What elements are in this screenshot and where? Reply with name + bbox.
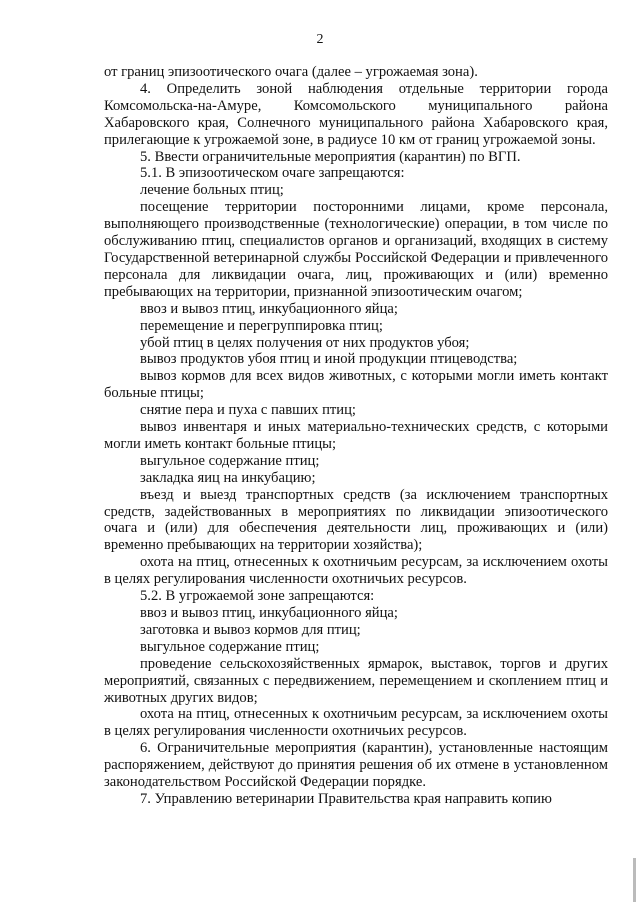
- document-body: [104, 64, 608, 808]
- paragraph: от границ эпизоотического очага (далее – угрожаемая зона).: [104, 64, 478, 80]
- paragraph: убой птиц в целях получения от них продуктов убоя;: [140, 334, 470, 351]
- paragraph: ввоз и вывоз птиц, инкубационного яйца;: [140, 605, 398, 621]
- paragraph: ввоз и вывоз птиц, инкубационного яйца;: [140, 300, 398, 317]
- paragraph: выгульное содержание птиц;: [140, 638, 320, 655]
- paragraph: посещение территории посторонними лицами, кроме персонала, выполняющего производственные (технологические) операции, в том числе по обслуживанию птиц, специалистов органов и организаций, входящих в систему Государственной ветеринарной службы Российской Федерации и привлеченного персонала для ликвидации очага, лиц, проживающих и (или) временно пребывающих на территории, признанной эпизоотическим очагом;: [104, 199, 608, 300]
- paragraph: вывоз продуктов убоя птиц и иной продукции птицеводства;: [140, 351, 518, 368]
- paragraph: въезд и выезд транспортных средств (за исключением транспортных средств, задействованных в мероприятиях по ликвидации эпизоотического очага и (или) для обеспечения деятельности лиц, проживающих и (или) временно пребывающих на территории хозяйства);: [104, 486, 608, 554]
- paragraph: заготовка и вывоз кормов для птиц;: [140, 621, 361, 638]
- scan-edge-mark: [633, 858, 636, 902]
- paragraph: снятие пера и пуха с павших птиц;: [140, 402, 356, 419]
- paragraph: 4. Определить зоной наблюдения отдельные территории города Комсомольска-на-Амуре, Комсомольского муниципального района Хабаровского края, Солнечного муниципального района Хабаровского края, прилегающие к угрожаемой зоне, в радиусе 10 км от границ угрожаемой зоны.: [104, 80, 608, 148]
- paragraph: выгульное содержание птиц;: [140, 452, 320, 469]
- paragraph: закладка яиц на инкубацию;: [140, 469, 316, 486]
- paragraph: лечение больных птиц;: [140, 182, 284, 199]
- paragraph: охота на птиц, отнесенных к охотничьим ресурсам, за исключением охоты в целях регулирования численности охотничьих ресурсов.: [104, 554, 608, 588]
- paragraph: 5.1. В эпизоотическом очаге запрещаются:: [140, 165, 405, 182]
- paragraph: 5. Ввести ограничительные мероприятия (карантин) по ВГП.: [140, 148, 521, 165]
- paragraph: перемещение и перегруппировка птиц;: [140, 317, 383, 334]
- paragraph: проведение сельскохозяйственных ярмарок, выставок, торгов и других мероприятий, связанных с передвижением, перемещением и скоплением птиц и животных других видов;: [104, 655, 608, 706]
- page-number: 2: [316, 32, 324, 47]
- paragraph: вывоз кормов для всех видов животных, с которыми могли иметь контакт больные птицы;: [104, 368, 608, 402]
- paragraph: вывоз инвентаря и иных материально-технических средств, с которыми могли иметь контакт больные птицы;: [104, 419, 608, 452]
- paragraph: 5.2. В угрожаемой зоне запрещаются:: [140, 588, 375, 605]
- paragraph: 6. Ограничительные мероприятия (карантин), установленные настоящим распоряжением, действуют до принятия решения об их отмене в установленном законодательством Российской Федерации порядке.: [104, 740, 608, 791]
- paragraph: охота на птиц, отнесенных к охотничьим ресурсам, за исключением охоты в целях регулирования численности охотничьих ресурсов.: [104, 706, 608, 740]
- paragraph: 7. Управлению ветеринарии Правительства края направить копию: [140, 790, 552, 807]
